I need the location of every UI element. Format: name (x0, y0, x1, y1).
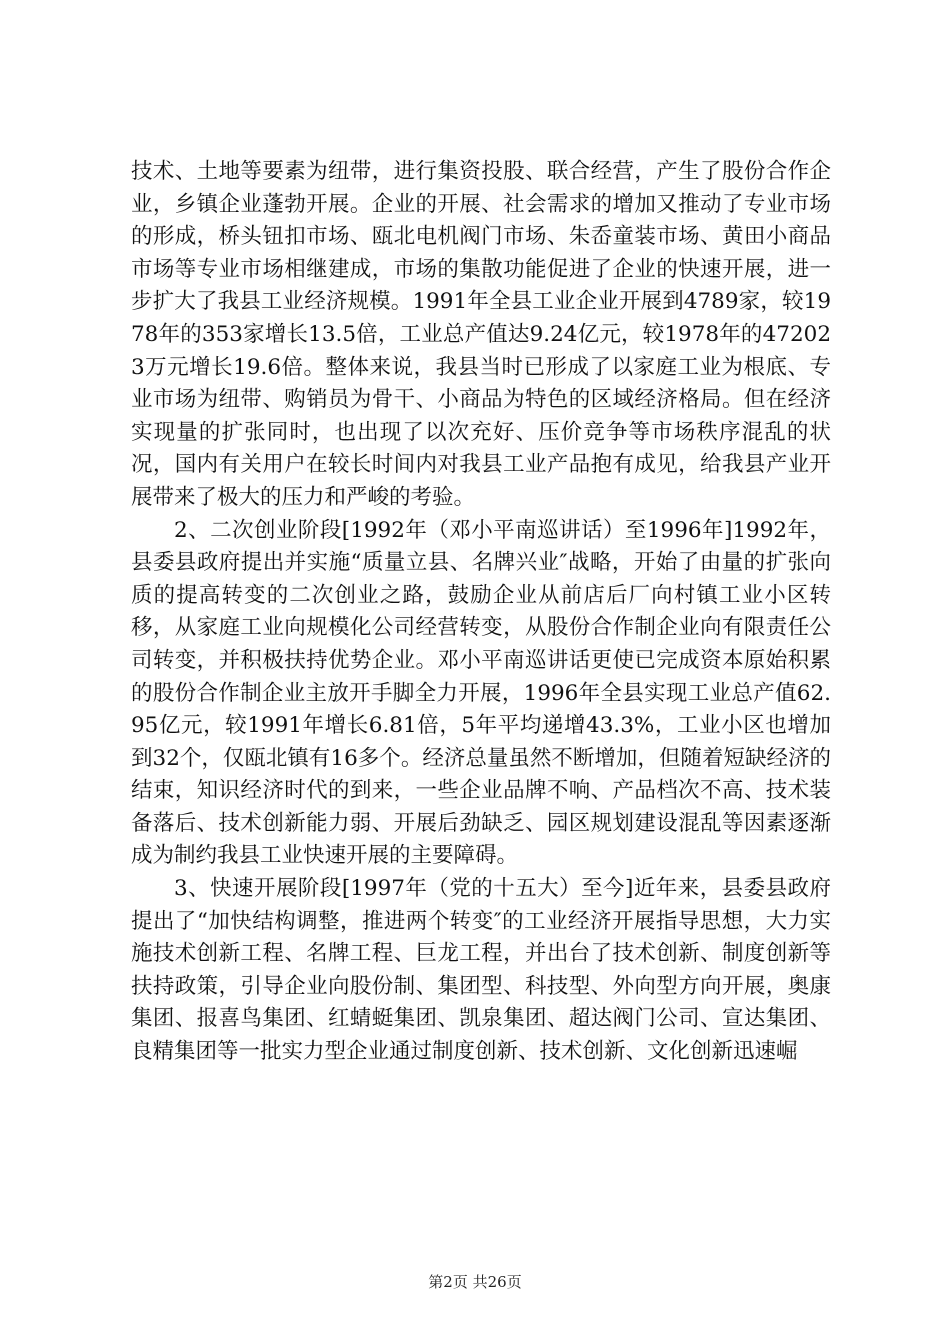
paragraph-3: 3、快速开展阶段[1997年（党的十五大）至今]近年来，县委县政府提出了“加快结构调整，推进两个转变″的工业经济开展指导思想，大力实施技术创新工程、名牌工程、巨龙工程，并出台了技术创新、制度创新等扶持政策，引导企业向股份制、集团型、科技型、外向型方向开展，奥康集团、报喜鸟集团、红蜻蜓集团、凯泉集团、超达阀门公司、宣达集团、良精集团等一批实力型企业通过制度创新、技术创新、文化创新迅速崛 (131, 876, 831, 1065)
paragraph-1: 技术、土地等要素为纽带，进行集资投股、联合经营，产生了股份合作企业，乡镇企业蓬勃开展。企业的开展、社会需求的增加又推动了专业市场的形成，桥头钮扣市场、瓯北电机阀门市场、朱岙童装市场、黄田小商品市场等专业市场相继建成，市场的集散功能促进了企业的快速开展，进一步扩大了我县工业经济规模。1991年全县工业企业开展到4789家，较1978年的353家增长13.5倍，工业总产值达9.24亿元，较1978年的472023万元增长19.6倍。整体来说，我县当时已形成了以家庭工业为根底、专业市场为纽带、购销员为骨干、小商品为特色的区域经济格局。但在经济实现量的扩张同时，也出现了以次充好、压价竞争等市场秩序混乱的状况，国内有关用户在较长时间内对我县工业产品抱有成见，给我县产业开展带来了极大的压力和严峻的考验。 (131, 159, 831, 510)
document-body (131, 156, 831, 1069)
paragraph-2: 2、二次创业阶段[1992年（邓小平南巡讲话）至1996年]1992年，县委县政府提出并实施“质量立县、名牌兴业″战略，开始了由量的扩张向质的提高转变的二次创业之路，鼓励企业从前店后厂向村镇工业小区转移，从家庭工业向规模化公司经营转变，从股份合作制企业向有限责任公司转变，并积极扶持优势企业。邓小平南巡讲话更使已完成资本原始积累的股份合作制企业主放开手脚全力开展，1996年全县实现工业总产值62.95亿元，较1991年增长6.81倍，5年平均递增43.3%，工业小区也增加到32个，仅瓯北镇有16多个。经济总量虽然不断增加，但随着短缺经济的结束，知识经济时代的到来，一些企业品牌不响、产品档次不高、技术装备落后、技术创新能力弱、开展后劲缺乏、园区规划建设混乱等因素逐渐成为制约我县工业快速开展的主要障碍。 (131, 517, 831, 869)
page-number-footer: 第2页 共26页 (428, 1273, 522, 1291)
